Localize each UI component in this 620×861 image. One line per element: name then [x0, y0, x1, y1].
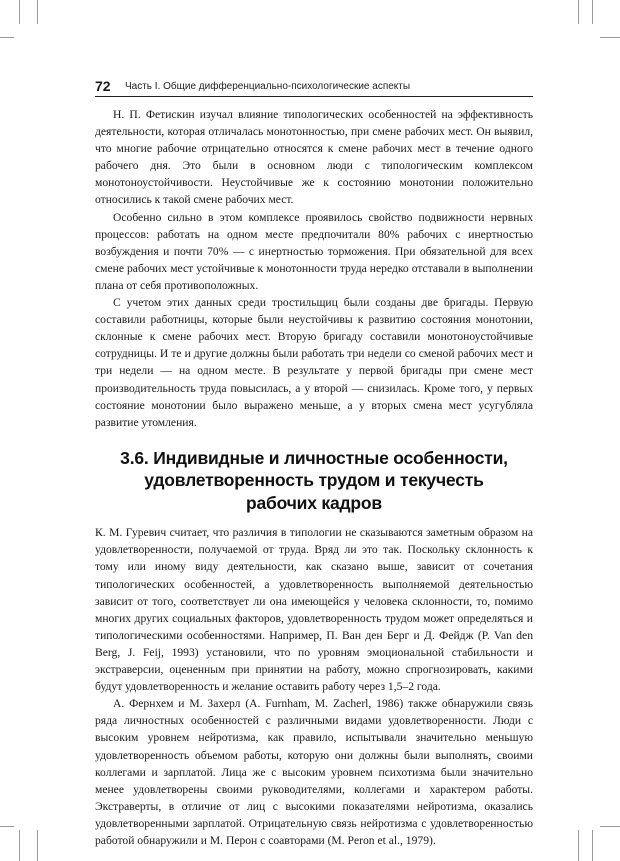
crop-mark-top-left-inner — [37, 0, 38, 24]
crop-mark-top-right — [592, 0, 593, 24]
paragraph: С учетом этих данных среди тростильщиц были созданы две бригады. Первую составили работницы, которые были неустойчивы к развитию состояния монотонии, склонные к смене рабочих мест. Вторую бригаду составили монотоноустойчивые сотрудницы. И те и другие должны были работать три недели со сменой рабочих мест и три недели — на одном месте. В результате у первой бригады при смене мест производительность труда повысилась, а у второй — снизилась. Кроме того, у первых состояние монотонии было выражено меньше, а у вторых смена мест усугубляла развитие утомления. — [95, 296, 533, 429]
paragraph: К. М. Гуревич считает, что различия в типологии не сказываются заметным образом на удовлетворенности, получаемой от труда. Вряд ли это так. Поскольку склонность к тому или иному виду деятельности, как сказано выше, зависит от сочетания типологических особенностей, а удовлетворенность выполняемой деятельностью зависит от того, соответствует ли она имеющейся у человека склонности, то, помимо многих других социальных факторов, удовлетворенность трудом может определяться и типологическими особенностями. Например, П. Ван ден Берг и Д. Фейдж (P. Van den Berg, J. Feij, 1993) установили, что по уровням эмоциональной стабильности и экстраверсии, оцененным при принятии на работу, можно спрогнозировать, какими будут удовлетворенность и желание оставить работу через 1,5–2 года. — [95, 526, 533, 694]
section-heading-line: рабочих кадров — [246, 492, 382, 513]
crop-mark-bottom-right-inner — [578, 830, 579, 861]
paragraph: Особенно сильно в этом комплексе проявилось свойство подвижности нервных процессов: работать на одном месте предпочитали 80% рабочих с инертностью возбуждения и почти 70% — с инертностью торможения. При обязательной для всех смене рабочих мест устойчивые к монотонности труда нередко отставали в выполнении плана от себя противоположных. — [95, 210, 533, 292]
crop-mark-bottom-right — [592, 830, 593, 861]
crop-mark-bottom-left-h — [0, 826, 14, 827]
paragraph: Н. П. Фетискин изучал влияние типологических особенностей на эффективность деятельности, которая отличалась монотонностью, при смене рабочих мест. Он выявил, что многие рабочие отрицательно относятся к смене рабочих мест в течение одного рабочего дня. Это были в основном люди с типологическим комплексом монотоноустойчивости. Неустойчивые же к состоянию монотонии положительно относились к такой смене рабочих мест. — [95, 108, 533, 207]
section-heading — [95, 447, 533, 515]
crop-mark-top-right-inner — [578, 0, 579, 24]
crop-mark-bottom-left-inner — [37, 830, 38, 861]
section-heading-line: 3.6. Индивидные и личностные особенности, — [120, 447, 508, 468]
crop-mark-bottom-right-h — [600, 826, 620, 827]
page-body — [95, 106, 533, 849]
page-number: 72 — [95, 78, 111, 94]
paragraph: А. Фернхем и М. Захерл (A. Furnham, M. Zacherl, 1986) также обнаружили связь ряда личностных особенностей с различными видами удовлетворенности. Люди с высоким уровнем нейротизма, как правило, испытывали значительно меньшую удовлетворенность объемом работы, которую они должны были выполнять, своими коллегами и зарплатой. Лица же с высоким уровнем психотизма были значительно менее удовлетворены своими руководителями, коллегами и характером работы. Экстраверты, в отличие от лиц с высокими показателями нейротизма, оказались удовлетворенными зарплатой. Отрицательную связь нейротизма с удовлетворенностью работой обнаружили и М. Перон с соавторами (M. Peron et al., 1979). — [95, 697, 533, 847]
crop-mark-bottom-left — [19, 830, 20, 861]
crop-mark-top-left-h — [0, 37, 14, 38]
section-heading-line: удовлетворенность трудом и текучесть — [144, 470, 484, 491]
crop-mark-top-left — [19, 0, 20, 24]
header-rule — [95, 96, 533, 97]
running-head: Часть I. Общие дифференциально-психологические аспекты — [125, 81, 411, 92]
crop-mark-top-right-h — [600, 37, 620, 38]
page-header — [95, 78, 533, 94]
